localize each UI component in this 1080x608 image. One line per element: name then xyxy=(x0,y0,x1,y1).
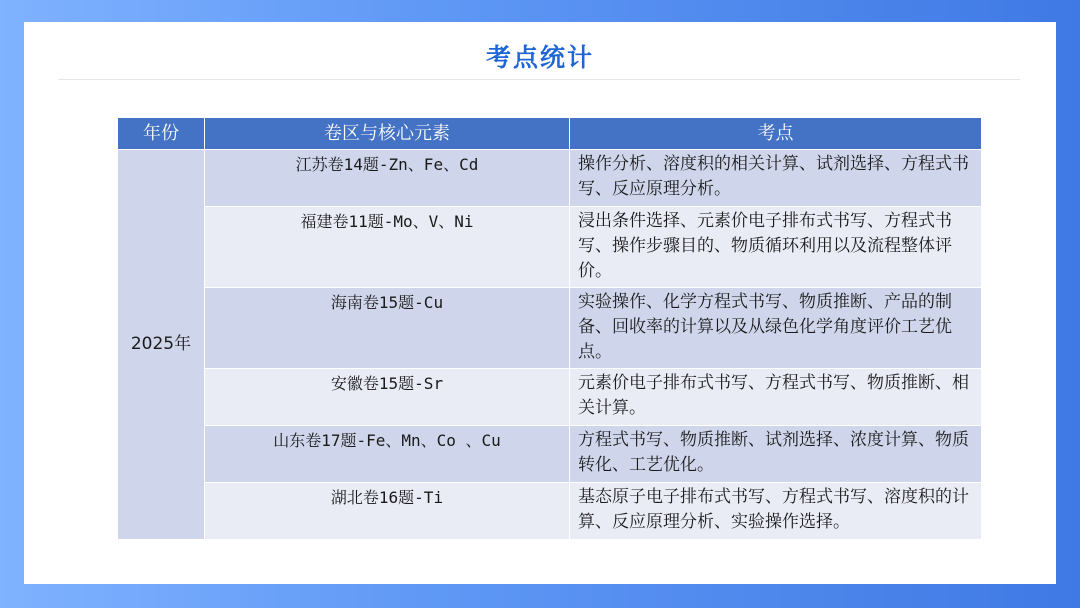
table-row xyxy=(118,150,982,207)
exam-points-table xyxy=(117,117,982,540)
table-row xyxy=(118,369,982,426)
column-header-paper: 卷区与核心元素 xyxy=(205,118,570,150)
points-cell: 浸出条件选择、元素价电子排布式书写、方程式书写、操作步骤目的、物质循环利用以及流程整体评价。 xyxy=(570,207,982,288)
points-cell: 基态原子电子排布式书写、方程式书写、溶度积的计算、反应原理分析、实验操作选择。 xyxy=(570,483,982,540)
column-header-year: 年份 xyxy=(118,118,205,150)
table-row xyxy=(118,207,982,288)
points-cell: 实验操作、化学方程式书写、物质推断、产品的制备、回收率的计算以及从绿色化学角度评价工艺优点。 xyxy=(570,288,982,369)
title-divider xyxy=(58,79,1020,80)
paper-cell: 安徽卷15题-Sr xyxy=(205,369,570,426)
table-row xyxy=(118,288,982,369)
paper-cell: 福建卷11题-Mo、V、Ni xyxy=(205,207,570,288)
table-row xyxy=(118,426,982,483)
year-cell: 2025年 xyxy=(118,150,205,540)
table-header-row xyxy=(118,118,982,150)
points-cell: 方程式书写、物质推断、试剂选择、浓度计算、物质转化、工艺优化。 xyxy=(570,426,982,483)
paper-cell: 江苏卷14题-Zn、Fe、Cd xyxy=(205,150,570,207)
points-cell: 元素价电子排布式书写、方程式书写、物质推断、相关计算。 xyxy=(570,369,982,426)
paper-cell: 海南卷15题-Cu xyxy=(205,288,570,369)
paper-cell: 山东卷17题-Fe、Mn、Co 、Cu xyxy=(205,426,570,483)
page-title: 考点统计 xyxy=(485,43,594,72)
column-header-points: 考点 xyxy=(570,118,982,150)
paper-cell: 湖北卷16题-Ti xyxy=(205,483,570,540)
points-cell: 操作分析、溶度积的相关计算、试剂选择、方程式书写、反应原理分析。 xyxy=(570,150,982,207)
table-row xyxy=(118,483,982,540)
